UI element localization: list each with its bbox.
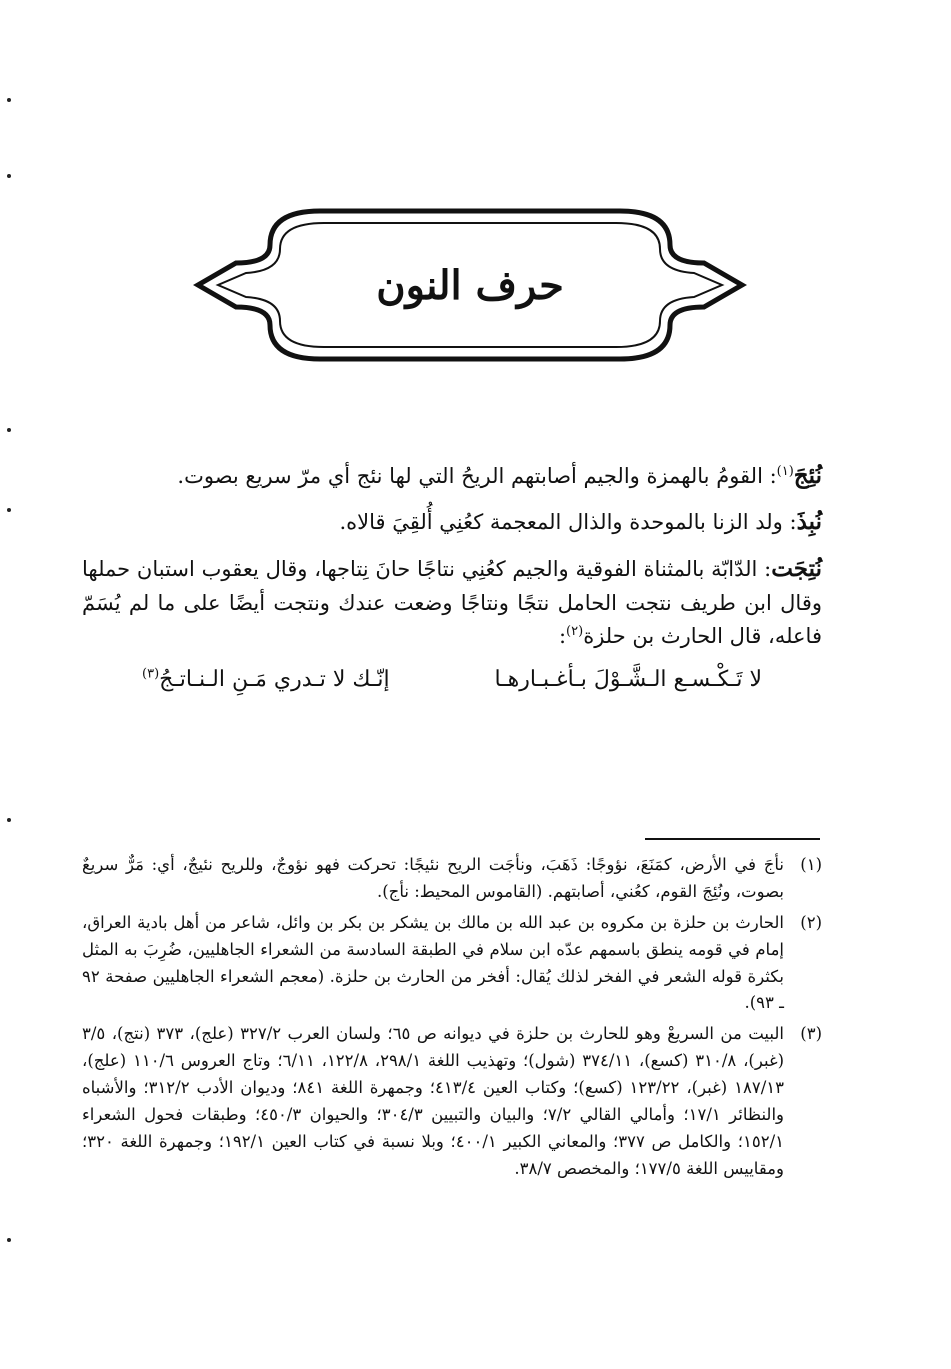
headword: نُتِجَت	[771, 554, 822, 582]
footnote-number: (١)	[800, 855, 822, 874]
footnote-item	[82, 1021, 822, 1182]
footnote-item	[82, 852, 822, 906]
footnotes	[82, 852, 822, 1187]
verse-hemistich-second-text: إنّـك لا تـدري مَـنِ الـنـاتـجُ	[159, 667, 390, 693]
margin-speck	[7, 98, 11, 102]
footnote-number: (٣)	[800, 1024, 822, 1044]
margin-speck	[7, 1238, 11, 1242]
footnote-separator	[645, 838, 820, 840]
footnote-text: الحارث بن حلزة بن مكروه بن عبد الله بن مالك بن يشكر بن بكر بن وائل، شاعر من أهل بادية العراق، إمام في قومه ينطق باسمهم عدّه ابن سلام في الطبقة السادسة من الشعراء الجاهليين، ضُرِبَ به المثل بكثرة قوله الشعر في الفخر لذلك يُقال: أفخر من الحارث بن حلزة. (معجم الشعراء الجاهليين صفحة ٩٢ ـ ٩٣).	[82, 912, 784, 1013]
chapter-title: حرف النون	[376, 261, 564, 309]
footnote-text: نأجَ في الأرض، كمَنَعَ، نؤوجًا: ذَهَبَ، ونأجَت الريح نئيجًا: تحركت فهو نؤوجٌ، وللريح نئيجٌ، أي: مَرٌّ سريعٌ بصوت، ونُئِجَ القوم، كعُني، أصابتهم. (القاموس المحيط: نأج).	[82, 855, 784, 901]
entry-text-end: :	[558, 624, 567, 649]
footnote-ref: (٣)	[142, 667, 160, 682]
margin-speck	[7, 508, 11, 512]
footnote-ref: (٢)	[566, 624, 584, 640]
footnote-item	[82, 910, 822, 1018]
footnote-text: البيت من السريعْ وهو للحارث بن حلزة في ديوانه ص ٦٥؛ ولسان العرب ٣٢٧/٢ (علج)، ٣٧٣ (نتج)، ٣/٥ (غبر)، ٣١٠/٨ (كسع)، ٣٧٤/١١ (شول)؛ وتهذيب اللغة ٢٩٨/١، ١٢٢/٨، ٦/١١؛ وتاج العروس ١١٠/٦ (علج)، ١٨٧/١٣ (غبر)، ١٢٣/٢٢ (كسع)؛ وكتاب العين ٤١٣/٤؛ وجمهرة اللغة ٨٤١؛ وديوان الأدب ٣١٢/٢؛ والأشباه والنظائر ١٧/١؛ وأمالي القالي ٧/٢؛ والبيان والتبيين ٣٠٤/٣؛ والحيوان ٤٥٠/٣؛ وطبقات فحول الشعراء ١٥٢/١؛ والكامل ص ٣٧٧؛ والمعاني الكبير ٤٠٠/١؛ وبلا نسبة في كتاب العين ١٩٢/١؛ وجمهرة اللغة ٣٢٠؛ ومقاييس اللغة ١٧٧/٥؛ والمخصص ٣٨/٧.	[82, 1024, 785, 1178]
verse-hemistich-first: لا تَـكْـسـع الـشَّـوْلَ بـأغـبـارهـا	[494, 667, 762, 693]
headword: نُبِذَ	[796, 508, 822, 536]
entry-text: : الدّابّة بالمثناة الفوقية والجيم كعُنِي نتاجًا حانَ نِتاجها، وقال يعقوب استبان حملها وقال ابن طريف نتجت الحامل نتجًا ونتاجًا وضعت عندك ونتجت أيضًا على ما لم يُسَمّ فاعله، قال الحارث بن حلزة	[82, 556, 822, 649]
footnote-number: (٢)	[800, 912, 822, 932]
main-text	[82, 458, 822, 698]
margin-speck	[7, 428, 11, 432]
footnote-ref: (١)	[776, 464, 794, 479]
headword: نُئِجَ	[793, 462, 822, 489]
entry-nubidha	[82, 504, 822, 540]
verse-hemistich-second	[142, 663, 390, 698]
entry-nutijat	[82, 551, 822, 654]
entry-naija	[82, 458, 822, 494]
poetry-verse	[142, 663, 762, 698]
entry-text: : ولد الزنا بالموحدة والذال المعجمة كعُنِي أُلقِيَ قالاه.	[339, 510, 797, 535]
margin-speck	[7, 174, 11, 178]
entry-text: : القومُ بالهمزة والجيم أصابتهم الريحُ التي لها نئج أي مرّ سريع بصوت.	[177, 464, 777, 488]
margin-speck	[7, 818, 11, 822]
